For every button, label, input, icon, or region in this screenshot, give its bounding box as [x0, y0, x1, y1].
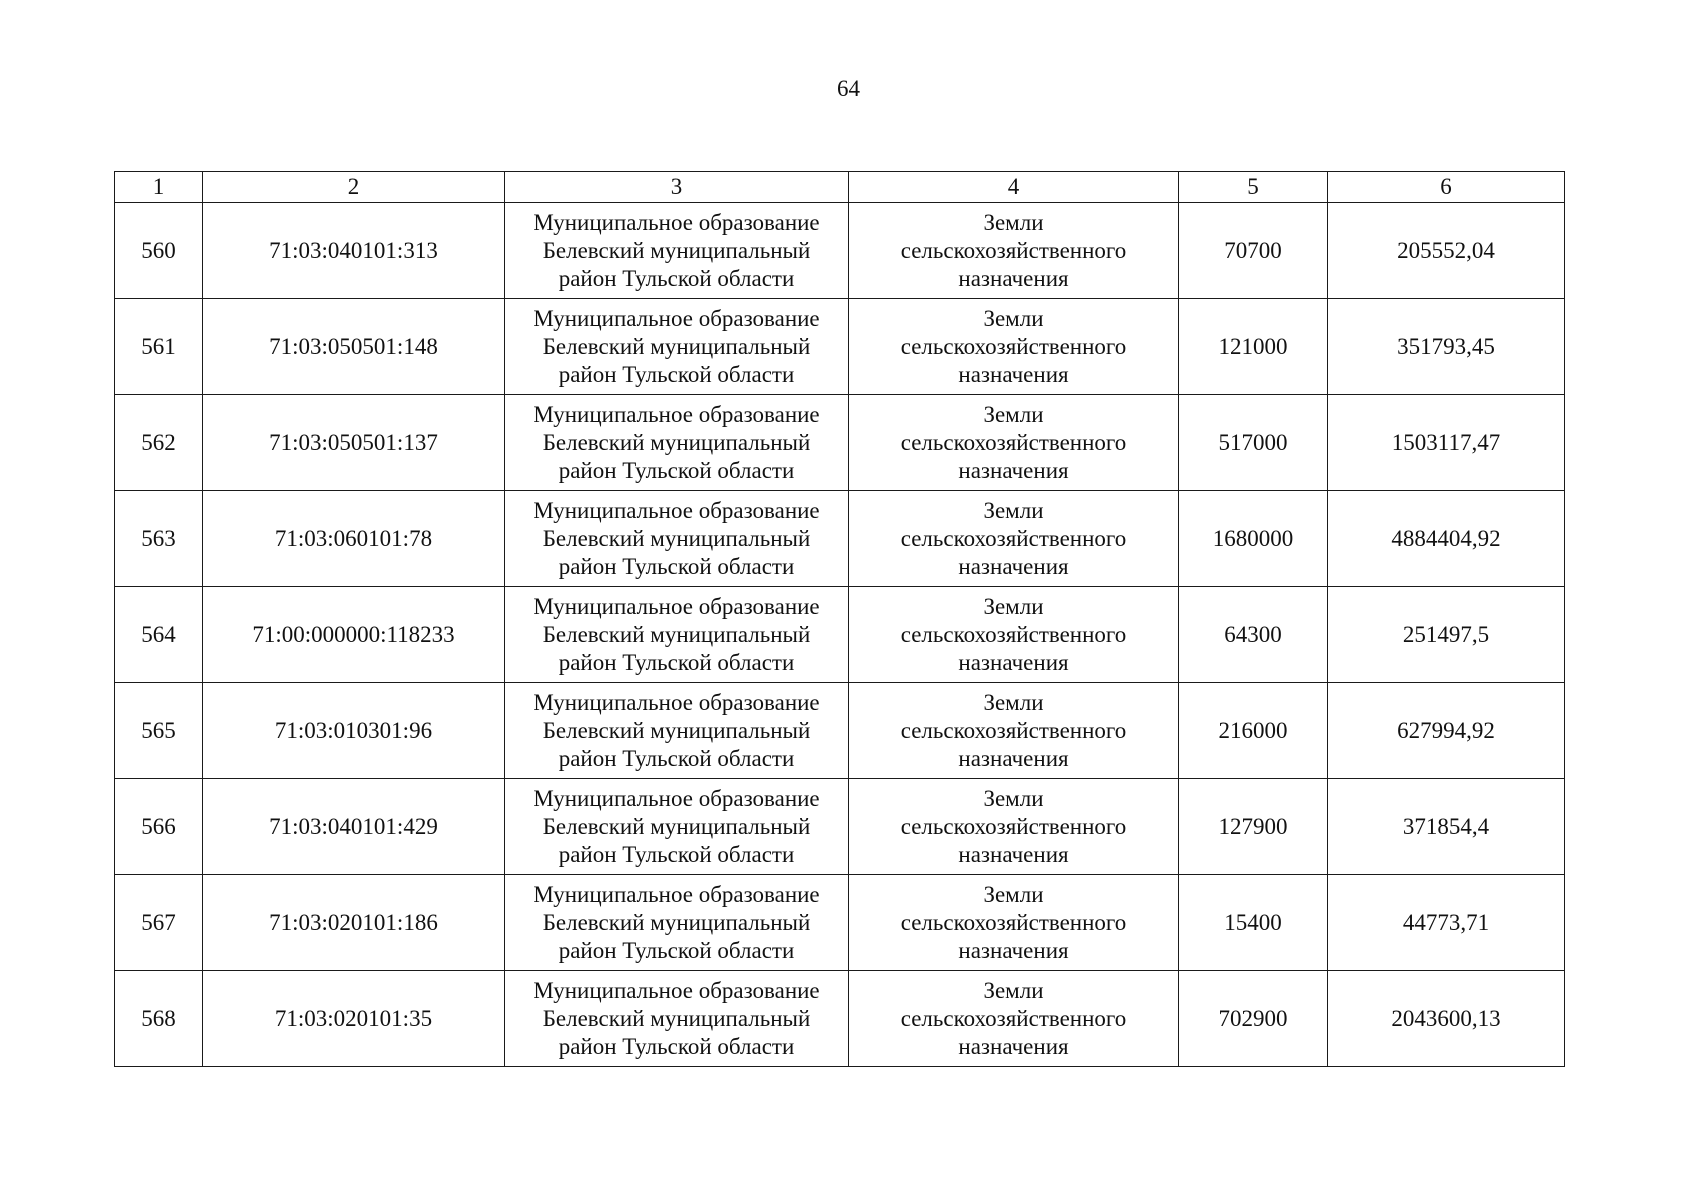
area-cell: 127900	[1179, 779, 1328, 875]
land-category-cell-line: назначения	[958, 937, 1069, 963]
owner-cell-line: Муниципальное образование	[533, 497, 820, 523]
land-category-cell-line: Земли	[983, 497, 1044, 523]
cadastral-number-cell: 71:03:040101:429	[203, 779, 505, 875]
owner-cell	[505, 779, 849, 875]
owner-cell-line: Муниципальное образование	[533, 305, 820, 331]
owner-cell-line: район Тульской области	[558, 457, 795, 483]
cadastral-number-cell: 71:03:040101:313	[203, 203, 505, 299]
land-category-cell	[849, 203, 1179, 299]
cadastral-number-cell: 71:03:020101:186	[203, 875, 505, 971]
land-category-cell-line: Земли	[983, 881, 1044, 907]
table-row	[115, 971, 1565, 1067]
owner-cell-line: Муниципальное образование	[533, 209, 820, 235]
land-category-cell	[849, 587, 1179, 683]
owner-cell	[505, 299, 849, 395]
row-number-cell: 568	[115, 971, 203, 1067]
land-category-cell-line: назначения	[958, 841, 1069, 867]
land-category-cell-line: сельскохозяйственного	[900, 909, 1127, 935]
owner-cell-line: Муниципальное образование	[533, 593, 820, 619]
page-number: 64	[837, 76, 860, 101]
land-category-cell-line: сельскохозяйственного	[900, 429, 1127, 455]
cadastral-value-cell: 627994,92	[1328, 683, 1565, 779]
land-category-cell-line: назначения	[958, 649, 1069, 675]
row-number-cell: 564	[115, 587, 203, 683]
owner-cell	[505, 491, 849, 587]
table-row	[115, 299, 1565, 395]
owner-cell	[505, 683, 849, 779]
owner-cell-line: Белевский муниципальный	[542, 525, 811, 551]
owner-cell-line: район Тульской области	[558, 649, 795, 675]
cadastral-number-cell: 71:00:000000:118233	[203, 587, 505, 683]
owner-cell	[505, 971, 849, 1067]
land-category-cell-line: назначения	[958, 553, 1069, 579]
owner-cell-line: район Тульской области	[558, 841, 795, 867]
owner-cell-line: Белевский муниципальный	[542, 1005, 811, 1031]
land-registry-table	[114, 171, 1565, 1067]
land-category-cell-line: назначения	[958, 1033, 1069, 1059]
table-body	[115, 203, 1565, 1067]
table-row	[115, 587, 1565, 683]
row-number-cell: 561	[115, 299, 203, 395]
row-number-cell: 566	[115, 779, 203, 875]
table-row	[115, 683, 1565, 779]
cadastral-number-cell: 71:03:050501:137	[203, 395, 505, 491]
land-category-cell	[849, 971, 1179, 1067]
area-cell: 1680000	[1179, 491, 1328, 587]
owner-cell-line: Белевский муниципальный	[542, 333, 811, 359]
owner-cell	[505, 395, 849, 491]
land-category-cell	[849, 299, 1179, 395]
owner-cell-line: Муниципальное образование	[533, 881, 820, 907]
owner-cell-line: район Тульской области	[558, 553, 795, 579]
header-row	[115, 172, 1565, 203]
land-category-cell-line: Земли	[983, 785, 1044, 811]
owner-cell-line: Муниципальное образование	[533, 785, 820, 811]
land-category-cell	[849, 491, 1179, 587]
owner-cell	[505, 587, 849, 683]
row-number-cell: 563	[115, 491, 203, 587]
land-category-cell-line: сельскохозяйственного	[900, 813, 1127, 839]
column-header-3: 3	[505, 172, 849, 203]
column-header-1: 1	[115, 172, 203, 203]
cadastral-number-cell: 71:03:050501:148	[203, 299, 505, 395]
area-cell: 64300	[1179, 587, 1328, 683]
table-row	[115, 779, 1565, 875]
land-category-cell-line: сельскохозяйственного	[900, 621, 1127, 647]
land-category-cell	[849, 683, 1179, 779]
row-number-cell: 565	[115, 683, 203, 779]
land-category-cell-line: назначения	[958, 745, 1069, 771]
row-number-cell: 567	[115, 875, 203, 971]
cadastral-value-cell: 4884404,92	[1328, 491, 1565, 587]
owner-cell-line: Белевский муниципальный	[542, 909, 811, 935]
table-row	[115, 203, 1565, 299]
land-category-cell-line: Земли	[983, 305, 1044, 331]
table-row	[115, 395, 1565, 491]
cadastral-value-cell: 251497,5	[1328, 587, 1565, 683]
owner-cell-line: Белевский муниципальный	[542, 621, 811, 647]
area-cell: 121000	[1179, 299, 1328, 395]
table-row	[115, 491, 1565, 587]
area-cell: 702900	[1179, 971, 1328, 1067]
area-cell: 15400	[1179, 875, 1328, 971]
land-category-cell-line: Земли	[983, 689, 1044, 715]
land-category-cell-line: назначения	[958, 361, 1069, 387]
land-category-cell-line: сельскохозяйственного	[900, 525, 1127, 551]
land-category-cell-line: назначения	[958, 457, 1069, 483]
land-category-cell-line: сельскохозяйственного	[900, 1005, 1127, 1031]
area-cell: 70700	[1179, 203, 1328, 299]
owner-cell	[505, 203, 849, 299]
column-header-5: 5	[1179, 172, 1328, 203]
land-category-cell-line: Земли	[983, 977, 1044, 1003]
cadastral-value-cell: 205552,04	[1328, 203, 1565, 299]
land-category-cell-line: назначения	[958, 265, 1069, 291]
owner-cell-line: Муниципальное образование	[533, 689, 820, 715]
land-category-cell-line: сельскохозяйственного	[900, 333, 1127, 359]
owner-cell-line: Белевский муниципальный	[542, 237, 811, 263]
owner-cell-line: Белевский муниципальный	[542, 717, 811, 743]
land-category-cell-line: сельскохозяйственного	[900, 237, 1127, 263]
land-category-cell	[849, 779, 1179, 875]
owner-cell-line: район Тульской области	[558, 745, 795, 771]
land-category-cell	[849, 395, 1179, 491]
cadastral-value-cell: 371854,4	[1328, 779, 1565, 875]
row-number-cell: 562	[115, 395, 203, 491]
cadastral-value-cell: 1503117,47	[1328, 395, 1565, 491]
owner-cell-line: Белевский муниципальный	[542, 429, 811, 455]
cadastral-number-cell: 71:03:060101:78	[203, 491, 505, 587]
row-number-cell: 560	[115, 203, 203, 299]
land-category-cell-line: Земли	[983, 209, 1044, 235]
owner-cell-line: район Тульской области	[558, 1033, 795, 1059]
cadastral-value-cell: 351793,45	[1328, 299, 1565, 395]
owner-cell	[505, 875, 849, 971]
column-header-2: 2	[203, 172, 505, 203]
owner-cell-line: Муниципальное образование	[533, 401, 820, 427]
cadastral-number-cell: 71:03:020101:35	[203, 971, 505, 1067]
cadastral-number-cell: 71:03:010301:96	[203, 683, 505, 779]
owner-cell-line: район Тульской области	[558, 937, 795, 963]
column-header-6: 6	[1328, 172, 1565, 203]
table-row	[115, 875, 1565, 971]
land-category-cell-line: Земли	[983, 401, 1044, 427]
land-category-cell-line: Земли	[983, 593, 1044, 619]
cadastral-value-cell: 44773,71	[1328, 875, 1565, 971]
table-header	[115, 172, 1565, 203]
column-header-4: 4	[849, 172, 1179, 203]
owner-cell-line: Муниципальное образование	[533, 977, 820, 1003]
owner-cell-line: район Тульской области	[558, 265, 795, 291]
land-category-cell	[849, 875, 1179, 971]
cadastral-value-cell: 2043600,13	[1328, 971, 1565, 1067]
area-cell: 216000	[1179, 683, 1328, 779]
area-cell: 517000	[1179, 395, 1328, 491]
owner-cell-line: район Тульской области	[558, 361, 795, 387]
owner-cell-line: Белевский муниципальный	[542, 813, 811, 839]
land-category-cell-line: сельскохозяйственного	[900, 717, 1127, 743]
